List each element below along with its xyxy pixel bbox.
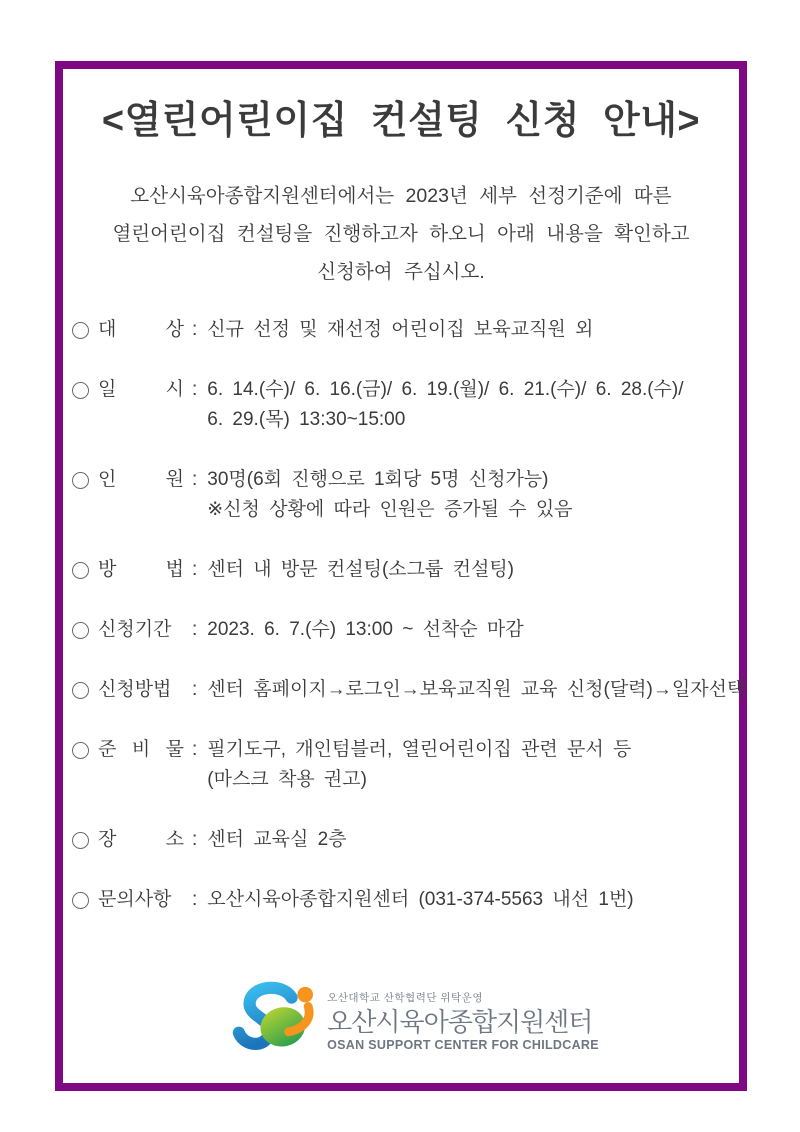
item-label: 장 소 <box>98 829 184 850</box>
info-item <box>72 375 739 435</box>
intro-line: 열린어린이집 컨설팅을 진행하고자 하오니 아래 내용을 확인하고 <box>112 223 690 245</box>
item-label: 인 원 <box>98 469 184 490</box>
circle-bullet-icon <box>72 832 89 849</box>
item-colon: : <box>192 739 198 760</box>
item-content <box>207 615 739 645</box>
circle-bullet-icon <box>72 322 89 339</box>
item-colon: : <box>192 319 198 340</box>
item-colon: : <box>192 469 198 490</box>
circle-bullet-icon <box>72 622 89 639</box>
info-item <box>72 885 739 915</box>
circle-bullet-icon <box>72 892 89 909</box>
info-item <box>72 735 739 795</box>
circle-bullet-icon <box>72 682 89 699</box>
item-content <box>207 375 739 435</box>
item-colon: : <box>192 619 198 640</box>
item-colon: : <box>192 679 198 700</box>
org-name-korean: 오산시육아종합지원센터 <box>327 1007 593 1037</box>
circle-bullet-icon <box>72 472 89 489</box>
org-logo-mark <box>229 981 319 1061</box>
content-line: 신규 선정 및 재선정 어린이집 보육교직원 외 <box>207 319 594 340</box>
circle-bullet-icon <box>72 742 89 759</box>
content-line: 30명(6회 진행으로 1회당 5명 신청가능) <box>207 469 549 490</box>
org-logo-text <box>327 990 599 1052</box>
content-line: 센터 홈페이지→로그인→보육교직원 교육 신청(달력)→일자선택 <box>207 679 746 700</box>
item-content <box>207 825 739 855</box>
item-colon: : <box>192 829 198 850</box>
item-content <box>207 555 739 585</box>
content-line: 센터 교육실 2층 <box>207 829 347 850</box>
content-line: 오산시육아종합지원센터 (031-374-5563 내선 1번) <box>207 889 634 910</box>
item-label: 신청방법 <box>98 679 172 700</box>
footer-logo <box>63 981 739 1061</box>
content-line: 필기도구, 개인텀블러, 열린어린이집 관련 문서 등 <box>207 739 632 760</box>
logo-tagline: 오산대학교 산학협력단 위탁운영 <box>327 992 483 1004</box>
content-line: 2023. 6. 7.(수) 13:00 ~ 선착순 마감 <box>207 619 524 640</box>
item-label: 대 상 <box>98 319 184 340</box>
content-line: 6. 14.(수)/ 6. 16.(금)/ 6. 19.(월)/ 6. 21.(수)/ 6. 28.(수)/ <box>207 379 684 400</box>
intro-line: 신청하여 주십시오. <box>317 261 485 283</box>
info-item <box>72 615 739 645</box>
item-content <box>207 315 739 345</box>
content-line: 센터 내 방문 컨설팅(소그룹 컨설팅) <box>207 559 515 580</box>
content-line: ※신청 상황에 따라 인원은 증가될 수 있음 <box>207 499 573 520</box>
item-label: 신청기간 <box>98 619 172 640</box>
page-title: <열린어린이집 컨설팅 신청 안내> <box>101 100 701 142</box>
info-list <box>63 315 746 915</box>
item-content <box>207 885 739 915</box>
info-item <box>72 465 739 525</box>
content-line: 6. 29.(목) 13:30~15:00 <box>207 409 406 430</box>
item-label: 방 법 <box>98 559 184 580</box>
item-content <box>207 675 746 705</box>
item-content <box>207 465 739 525</box>
circle-bullet-icon <box>72 562 89 579</box>
item-label: 일 시 <box>98 379 184 400</box>
content-line: (마스크 착용 권고) <box>207 769 367 790</box>
info-item <box>72 675 746 705</box>
info-item <box>72 555 739 585</box>
intro-paragraph <box>63 177 739 291</box>
intro-line: 오산시육아종합지원센터에서는 2023년 세부 선정기준에 따른 <box>130 185 672 207</box>
document-frame <box>55 61 747 1091</box>
info-item <box>72 315 739 345</box>
item-label: 문의사항 <box>98 889 172 910</box>
org-name-english: OSAN SUPPORT CENTER FOR CHILDCARE <box>327 1038 599 1052</box>
item-colon: : <box>192 889 198 910</box>
info-item <box>72 825 739 855</box>
item-colon: : <box>192 559 198 580</box>
circle-bullet-icon <box>72 382 89 399</box>
item-label: 준 비 물 <box>98 739 184 760</box>
item-content <box>207 735 739 795</box>
item-colon: : <box>192 379 198 400</box>
logo-person-head-icon <box>298 987 314 1003</box>
